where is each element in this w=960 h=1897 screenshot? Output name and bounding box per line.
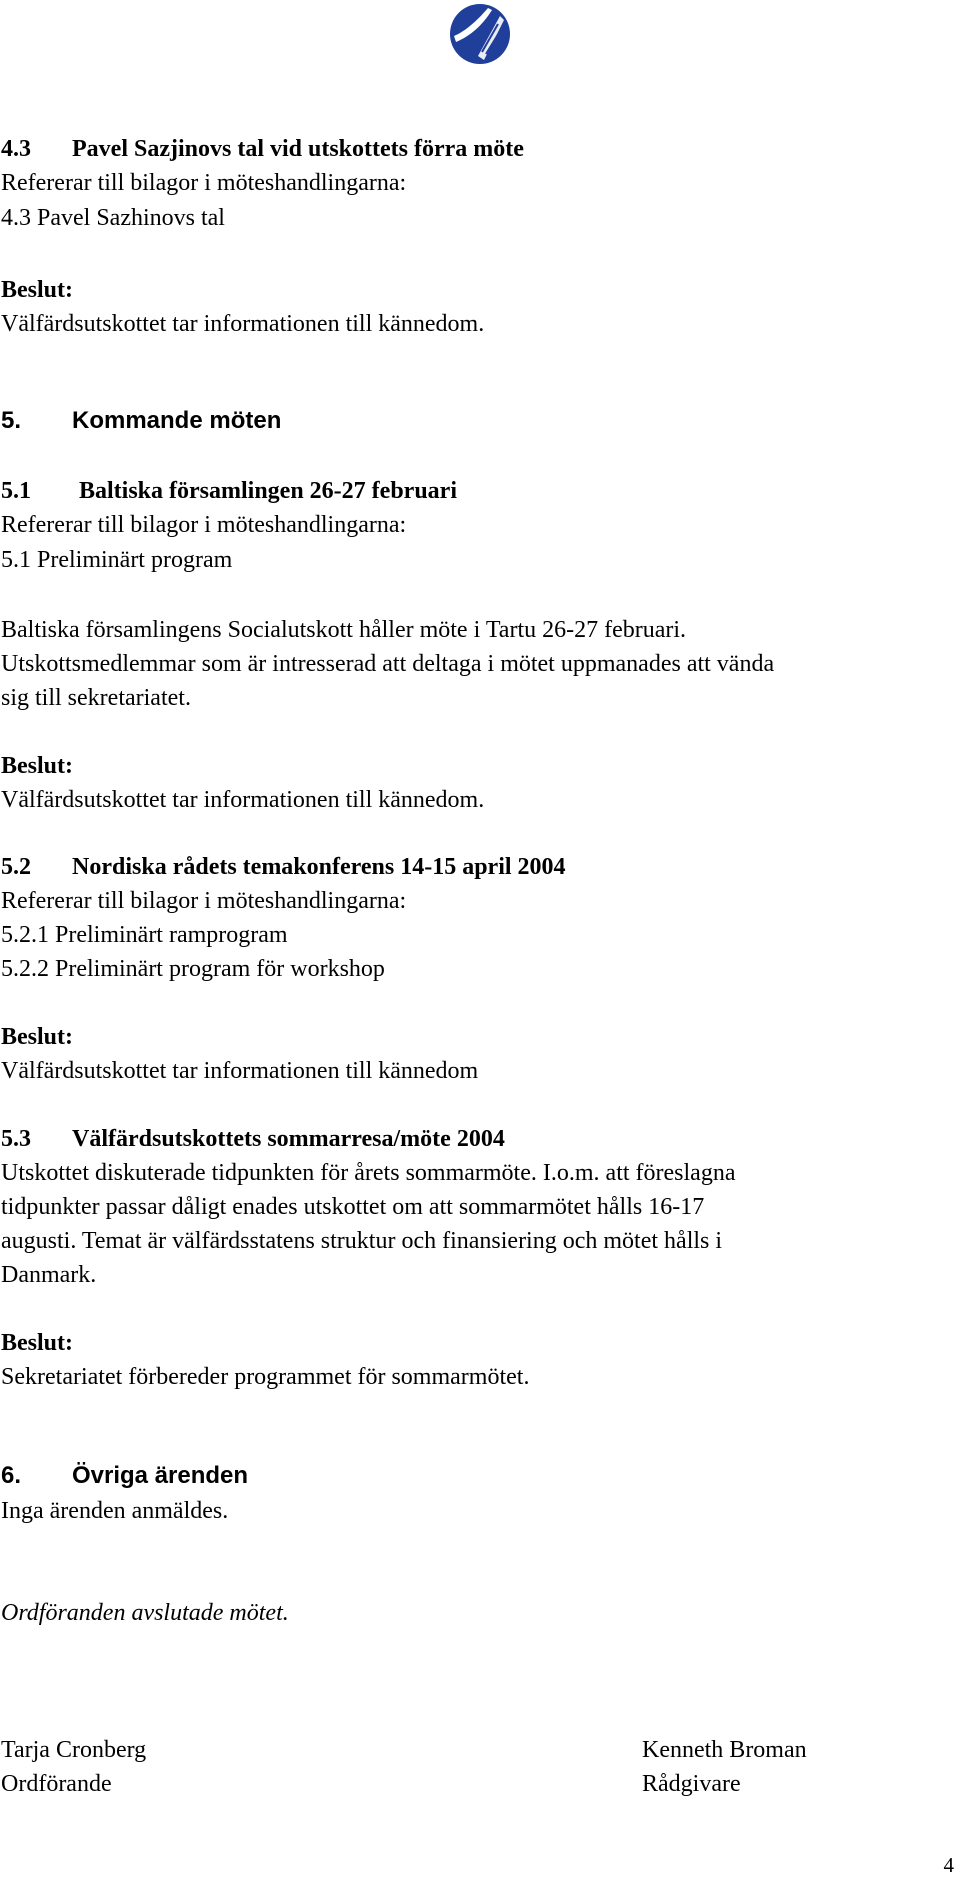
signatory-role: Rådgivare [642,1771,741,1797]
body-line: Utskottsmedlemmar som är intresserad att deltaga i mötet uppmanades att vända [1,651,775,677]
section-title: Baltiska församlingen 26-27 februari [79,478,457,504]
body-line: sig till sekretariatet. [1,685,191,711]
section-number: 5.3 [1,1126,31,1152]
reference-label: Refererar till bilagor i möteshandlingarna: [1,512,407,538]
body-line: tidpunkter passar dåligt enades utskottet om att sommarmötet hålls 16-17 [1,1194,705,1220]
signatory-role: Ordförande [1,1771,112,1797]
decision-text: Sekretariatet förbereder programmet för sommarmötet. [1,1364,530,1390]
section-4-3-heading [1,134,524,164]
decision-text: Välfärdsutskottet tar informationen till kännedom [1,1058,479,1084]
section-number: 6. [1,1462,22,1489]
reference-label: Refererar till bilagor i möteshandlingarna: [1,170,407,196]
section-5-3-heading [1,1124,505,1154]
section-title: Kommande möten [72,407,282,434]
closing-statement: Ordföranden avslutade mötet. [1,1600,289,1626]
attachment-item: 5.2.1 Preliminärt ramprogram [1,922,288,948]
decision-label: Beslut: [1,1024,73,1050]
section-5-heading [1,406,281,436]
section-number: 5.1 [1,478,31,504]
section-number: 4.3 [1,136,31,162]
section-6-heading [1,1461,248,1491]
decision-label: Beslut: [1,753,73,779]
reference-label: Refererar till bilagor i möteshandlingarna: [1,888,407,914]
body-line: Inga ärenden anmäldes. [1,1498,229,1524]
section-5-1-heading [1,476,457,506]
section-title: Välfärdsutskottets sommarresa/möte 2004 [72,1126,505,1152]
body-line: Baltiska församlingens Socialutskott håller möte i Tartu 26-27 februari. [1,617,687,643]
section-5-2-heading [1,852,566,882]
section-title: Nordiska rådets temakonferens 14-15 april 2004 [72,854,566,880]
attachment-item: 5.2.2 Preliminärt program för workshop [1,956,385,982]
section-number: 5. [1,407,22,434]
decision-text: Välfärdsutskottet tar informationen till kännedom. [1,787,485,813]
decision-text: Välfärdsutskottet tar informationen till kännedom. [1,311,485,337]
section-title: Pavel Sazjinovs tal vid utskottets förra möte [72,136,524,162]
decision-label: Beslut: [1,277,73,303]
signatory-name: Kenneth Broman [642,1737,807,1763]
attachment-item: 5.1 Preliminärt program [1,547,233,573]
attachment-item: 4.3 Pavel Sazhinovs tal [1,205,225,231]
nordic-swan-logo-icon [448,2,512,66]
section-title: Övriga ärenden [72,1462,249,1489]
body-line: augusti. Temat är välfärdsstatens struktur och finansiering och mötet hålls i [1,1228,723,1254]
page-number: 4 [943,1853,954,1877]
body-line: Danmark. [1,1262,97,1288]
signatory-name: Tarja Cronberg [1,1737,147,1763]
decision-label: Beslut: [1,1330,73,1356]
body-line: Utskottet diskuterade tidpunkten för årets sommarmöte. I.o.m. att föreslagna [1,1160,736,1186]
section-number: 5.2 [1,854,31,880]
